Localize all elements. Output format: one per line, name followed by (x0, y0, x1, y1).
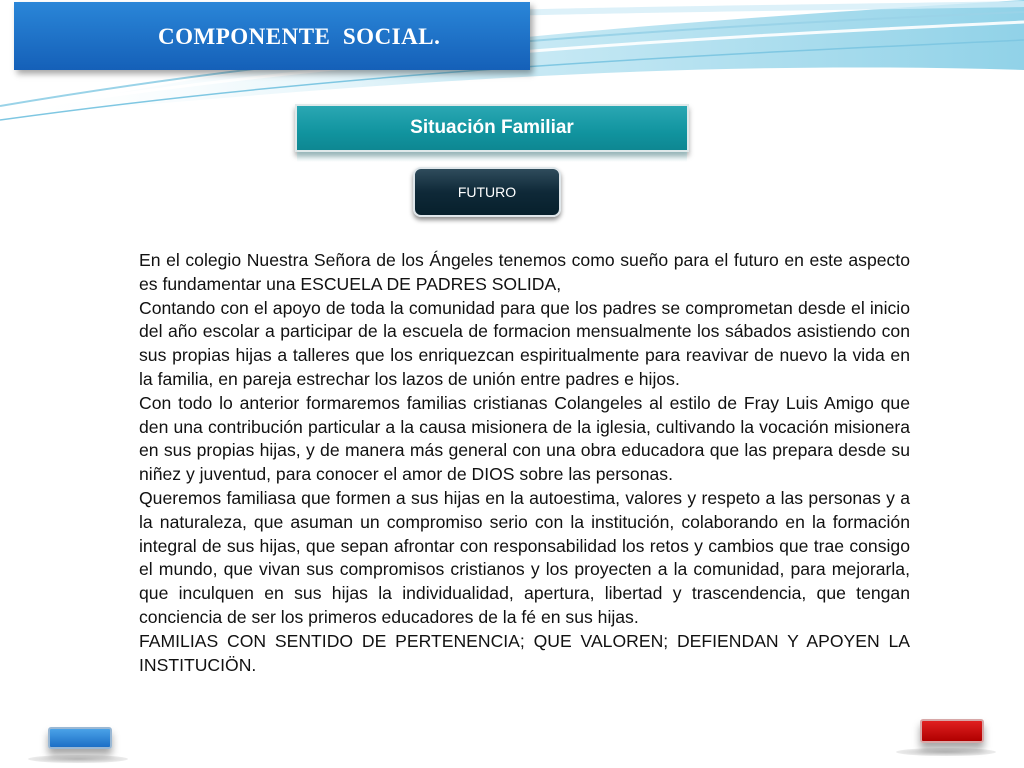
paragraph: Con todo lo anterior formaremos familias cristianas Colangeles al estilo de Fray Luis Amigo que den una contribución particular a la causa misionera de la iglesia, cultivando la vocación misionera en sus propias hijas, y de manera más general con una obra educadora que las prepara desde su niñez y juventud, para conocer el amor de DIOS sobre las personas. (139, 392, 910, 485)
title-banner (14, 2, 530, 70)
section-button-label: Situación Familiar (410, 117, 574, 138)
nav-prev-shadow (28, 755, 128, 763)
slide-title: COMPONENTE SOCIAL. (158, 24, 441, 49)
paragraph: FAMILIAS CON SENTIDO DE PERTENENCIA; QUE VALOREN; DEFIENDAN Y APOYEN LA INSTITUCIÖN. (139, 630, 910, 675)
paragraph: En el colegio Nuestra Señora de los Ángeles tenemos como sueño para el futuro en este aspecto es fundamentar una ESCUELA DE PADRES SOLIDA, (139, 250, 910, 294)
nav-next-shadow (896, 748, 996, 756)
paragraph: Queremos familiasa que formen a sus hijas en la autoestima, valores y respeto a las personas y a la naturaleza, que asuman un compromiso serio con la institución, colaborando en la formación integral de sus hijas, que sepan afrontar con responsabilidad los retos y cambios que trae consigo el mundo, que vivan sus compromisos cristianos y los proyecten a la comunidad, para mejorarla, que inculquen en sus hijas la individualidad, apertura, libertad y trascendencia, que tengan conciencia de ser los primeros educadores de la fé en sus hijas. (139, 487, 910, 627)
next-slide-button[interactable] (920, 719, 984, 743)
section-button-reflection (297, 152, 687, 162)
body-text (139, 249, 910, 677)
futuro-button-label: FUTURO (457, 184, 517, 200)
futuro-button[interactable] (413, 167, 561, 217)
previous-slide-button[interactable] (48, 727, 112, 749)
situacion-familiar-button[interactable] (295, 104, 689, 152)
paragraph: Contando con el apoyo de toda la comunidad para que los padres se comprometan desde el inicio del año escolar a participar de la escuela de formacion mensualmente los sábados asistiendo con sus propias hijas a talleres que los enriquezcan espiritualmente para reavivar de nuevo la vida en la familia, en pareja estrechar los lazos de unión entre padres e hijos. (139, 297, 910, 389)
